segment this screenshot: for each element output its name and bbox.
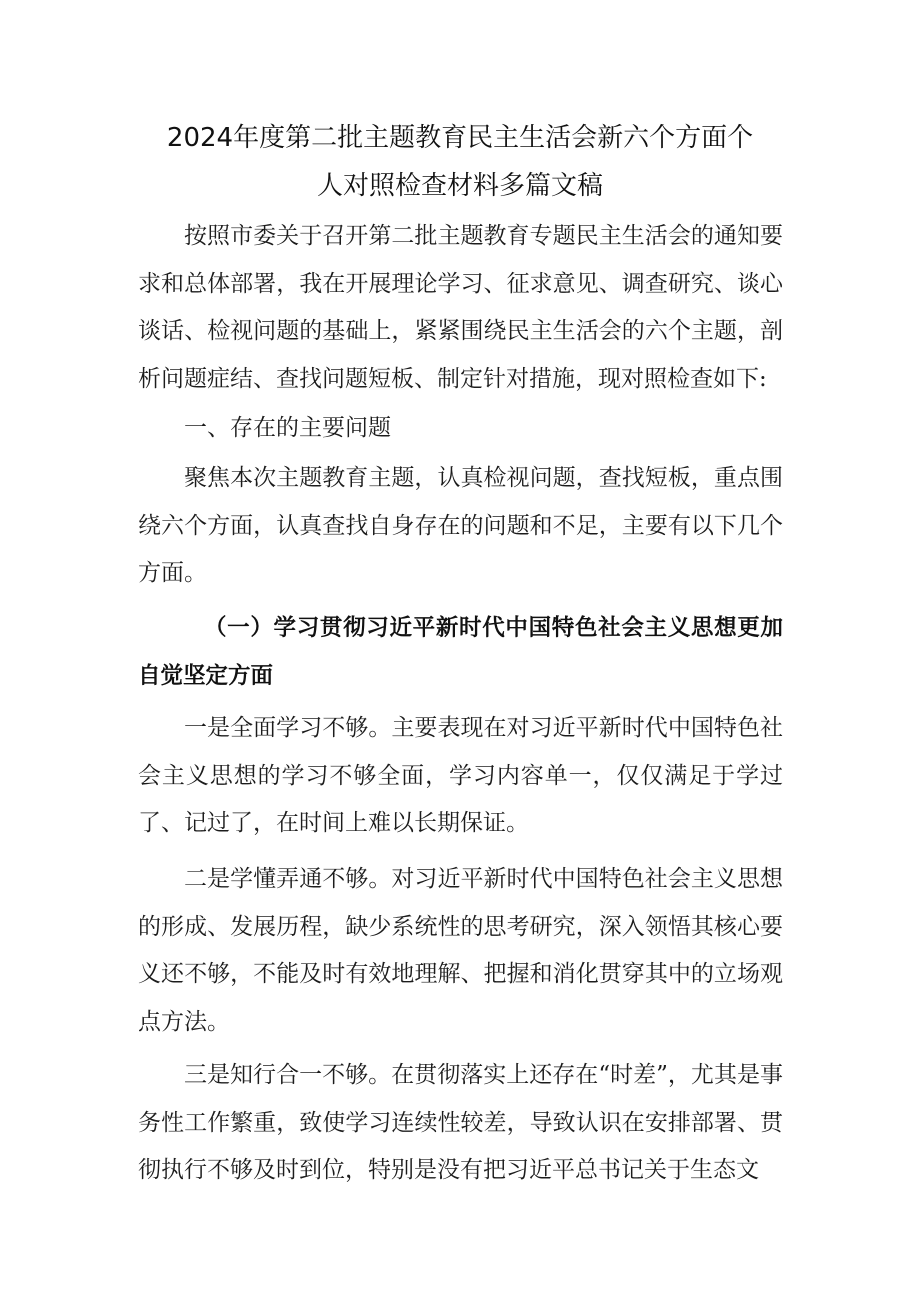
point-1-paragraph: 一是全面学习不够。主要表现在对习近平新时代中国特色社会主义思想的学习不够全面，学习内容单一，仅仅满足于学过了、记过了，在时间上难以长期保证。 bbox=[138, 715, 783, 836]
section-1-intro-paragraph: 聚焦本次主题教育主题，认真检视问题，查找短板，重点围绕六个方面，认真查找自身存在的问题和不足，主要有以下几个方面。 bbox=[138, 465, 783, 586]
subsection-1-heading: （一）学习贯彻习近平新时代中国特色社会主义思想更加自觉坚定方面 bbox=[138, 615, 783, 689]
section-1-heading: 一、存在的主要问题 bbox=[184, 415, 391, 441]
document-title-line-2: 人对照检查材料多篇文稿 bbox=[316, 171, 603, 201]
point-3-paragraph: 三是知行合一不够。在贯彻落实上还存在“时差”，尤其是事务性工作繁重，致使学习连续性较差，导致认识在安排部署、贯彻执行不够及时到位，特别是没有把习近平总书记关于生态文 bbox=[138, 1062, 783, 1183]
point-2-paragraph: 二是学懂弄通不够。对习近平新时代中国特色社会主义思想的形成、发展历程，缺少系统性的思考研究，深入领悟其核心要义还不够，不能及时有效地理解、把握和消化贯穿其中的立场观点方法。 bbox=[138, 866, 783, 1035]
document-title-line-1: 2024年度第二批主题教育民主生活会新六个方面个 bbox=[166, 123, 754, 153]
intro-paragraph: 按照市委关于召开第二批主题教育专题民主生活会的通知要求和总体部署，我在开展理论学习、征求意见、调查研究、谈心谈话、检视问题的基础上，紧紧围绕民主生活会的六个主题，剖析问题症结、查找问题短板、制定针对措施，现对照检查如下: bbox=[138, 223, 783, 392]
